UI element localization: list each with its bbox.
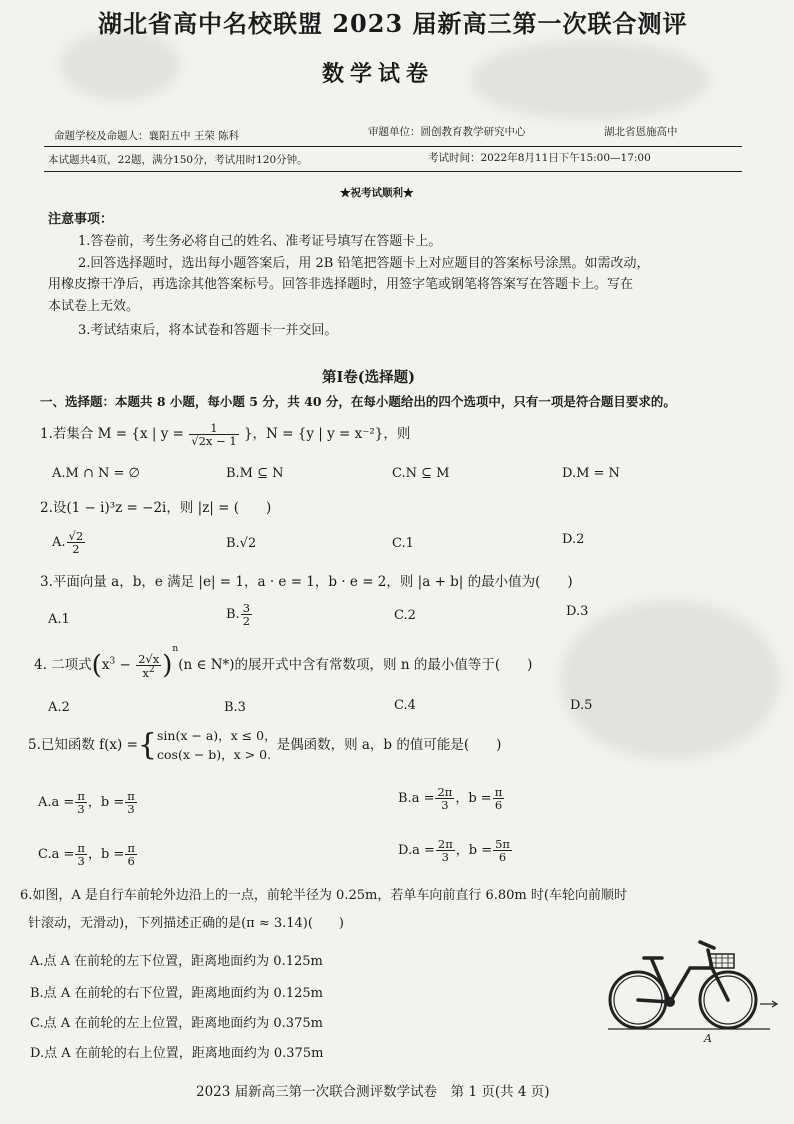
q5-opt-a-aden: 3 bbox=[77, 802, 85, 817]
q4-option-c: C.4 bbox=[394, 698, 416, 713]
q5-opt-b-aden: 3 bbox=[441, 798, 449, 813]
question-6-line1: 6.如图，A 是自行车前轮外边沿上的一点，前轮半径为 0.25m，若单车向前直行 6.80m 时(车轮向前顺时 bbox=[20, 888, 627, 903]
q5-opt-a-frac-a bbox=[75, 790, 87, 815]
q5-opt-b-bden: 6 bbox=[494, 798, 503, 813]
q4-frac-den bbox=[136, 666, 161, 679]
q5-opt-c-frac-a bbox=[75, 842, 87, 867]
q6-option-d: D.点 A 在前轮的右上位置，距离地面约为 0.375m bbox=[30, 1046, 324, 1061]
q2-option-b: B.√2 bbox=[226, 536, 257, 551]
q5-opt-a-anum: π bbox=[77, 789, 85, 803]
q5-opt-c-label: C. bbox=[38, 847, 52, 863]
bicycle-figure bbox=[600, 930, 780, 1045]
school-name: 湖北省恩施高中 bbox=[604, 126, 678, 138]
q4-base: x bbox=[101, 657, 110, 673]
q5-brace: { bbox=[137, 727, 158, 763]
q2-opt-a-den: 2 bbox=[72, 542, 80, 557]
q3-option-c: C.2 bbox=[394, 608, 416, 623]
q5-opt-a-frac-b bbox=[125, 790, 137, 815]
exam-info: 本试题共4页，22题，满分150分，考试用时120分钟。 bbox=[48, 154, 308, 166]
q1-frac-den: √2x − 1 bbox=[191, 434, 237, 449]
q4-den-exp: 2 bbox=[149, 664, 155, 675]
header-rule-bottom bbox=[44, 171, 742, 172]
q5-opt-c-anum: π bbox=[77, 841, 85, 855]
q5-suffix: 是偶函数，则 a，b 的值可能是( ) bbox=[276, 736, 502, 753]
q5-opt-d-bden: 6 bbox=[498, 850, 507, 865]
q5-opt-c-frac-b bbox=[125, 842, 137, 867]
q4-prefix: 4. 二项式 bbox=[34, 657, 92, 673]
q1-fraction bbox=[189, 422, 238, 447]
q5-opt-a-bnum: π bbox=[127, 789, 135, 803]
q4-fraction bbox=[136, 653, 161, 679]
note-item: 本试卷上无效。 bbox=[48, 299, 140, 314]
q1-option-a: A.M ∩ N = ∅ bbox=[52, 466, 140, 481]
q5-opt-c-aden: 3 bbox=[77, 854, 85, 869]
q6-option-c: C.点 A 在前轮的左上位置，距离地面约为 0.375m bbox=[30, 1016, 323, 1031]
q5-line2: cos(x − b)，x > 0. bbox=[157, 747, 272, 763]
q5-opt-b-bnum: π bbox=[494, 785, 503, 799]
q3-opt-b-den: 2 bbox=[242, 614, 251, 629]
q4-frac-num: 2√x bbox=[138, 651, 160, 666]
question-4 bbox=[34, 644, 532, 679]
exam-title: 湖北省高中名校联盟 2023 届新高三第一次联合测评 bbox=[98, 9, 688, 38]
bike-pedal bbox=[665, 997, 675, 1007]
q4-paren-close: ) bbox=[162, 650, 173, 681]
q5-option-d: D.a = $\frac{2\pi}{3}$ ，b = $\frac{5\pi}{6}$ bbox=[398, 837, 510, 865]
scan-smudge bbox=[560, 600, 780, 760]
question-1 bbox=[40, 422, 410, 447]
q5-opt-d-bnum: 5π bbox=[495, 837, 510, 851]
volume-title: 第Ⅰ卷(选择题) bbox=[322, 369, 416, 386]
q5-line1: sin(x − a)，x ≤ 0， bbox=[157, 728, 277, 743]
header-rule-top bbox=[44, 146, 742, 147]
q5-piecewise bbox=[157, 726, 277, 765]
q1-option-b: B.M ⊆ N bbox=[226, 466, 284, 481]
q5-opt-d-aden: 3 bbox=[441, 850, 449, 865]
q5-opt-d-label: D. bbox=[398, 843, 413, 859]
note-item: 1.答卷前，考生务必将自己的姓名、准考证号填写在答题卡上。 bbox=[78, 234, 442, 249]
point-a-label: A bbox=[704, 1032, 712, 1045]
q1-suffix: }，N = {y | y = x⁻²}，则 bbox=[243, 426, 411, 443]
scan-smudge bbox=[60, 30, 180, 100]
q6-option-b: B.点 A 在前轮的右下位置，距离地面约为 0.125m bbox=[30, 986, 324, 1001]
notes-heading: 注意事项： bbox=[48, 212, 114, 227]
question-3: 3.平面向量 a，b，e 满足 |e| = 1，a · e = 1，b · e = 2，则 |a + b| 的最小值为( ) bbox=[40, 574, 573, 590]
q3-opt-b-num: 3 bbox=[242, 601, 251, 615]
q4-exp1: 3 bbox=[109, 656, 116, 667]
q3-option-a: A.1 bbox=[48, 612, 70, 627]
q5-opt-c-bden: 6 bbox=[127, 854, 135, 869]
exam-subtitle: 数学试卷 bbox=[322, 61, 435, 87]
q5-opt-d-frac-b bbox=[493, 838, 512, 863]
q5-opt-d-frac-a bbox=[436, 838, 455, 863]
section-instruction: 一、选择题：本题共 8 小题，每小题 5 分，共 40 分，在每小题给出的四个选项中，只有一项是符合题目要求的。 bbox=[40, 394, 676, 409]
q2-option-d: D.2 bbox=[562, 532, 585, 547]
q5-opt-b-frac-b bbox=[493, 786, 505, 811]
q2-opt-a-num: √2 bbox=[68, 529, 84, 543]
q2-option-c: C.1 bbox=[392, 536, 414, 551]
note-item: 3.考试结束后，将本试卷和答题卡一并交回。 bbox=[78, 323, 338, 338]
q3-option-d: D.3 bbox=[566, 604, 589, 619]
q5-opt-b-anum: 2π bbox=[437, 785, 453, 799]
question-5 bbox=[28, 726, 501, 765]
q4-minus: − bbox=[115, 657, 136, 673]
q1-option-d: D.M = N bbox=[562, 466, 620, 481]
q6-option-a: A.点 A 在前轮的左下位置，距离地面约为 0.125m bbox=[30, 954, 323, 969]
q4-option-a: A.2 bbox=[48, 700, 70, 715]
q5-option-b: B.a = $\frac{2\pi}{3}$ ，b = $\frac{\pi}{6}$ bbox=[398, 785, 503, 813]
q5-opt-c-bnum: π bbox=[127, 841, 135, 855]
q5-option-c: C.a = $\frac{\pi}{3}$ ，b = $\frac{\pi}{6}$ bbox=[38, 841, 135, 869]
seat-tube bbox=[652, 960, 670, 1002]
question-6-line2: 针滚动，无滑动)，下列描述正确的是(π ≈ 3.14)( ) bbox=[28, 916, 345, 931]
q5-opt-a-label: A. bbox=[38, 795, 52, 811]
author-line: 命题学校及命题人：襄阳五中 王荣 陈科 bbox=[54, 130, 240, 142]
q2-opt-a-label: A. bbox=[52, 535, 66, 551]
q4-den-base: x bbox=[142, 665, 150, 680]
review-unit: 审题单位：圆创教育教学研究中心 bbox=[368, 126, 526, 138]
exam-time: 考试时间：2022年8月11日下午15:00—17:00 bbox=[428, 152, 651, 164]
q5-opt-b-frac-a bbox=[435, 786, 454, 811]
q3-option-b bbox=[226, 602, 253, 627]
question-2: 2.设(1 − i)³z = −2i，则 |z| = ( ) bbox=[40, 500, 272, 516]
q2-option-a bbox=[52, 530, 86, 555]
note-item: 用橡皮擦干净后，再选涂其他答案标号。回答非选择题时，用签字笔或钢笔将答案写在答题卡上。写在 bbox=[48, 277, 634, 292]
note-item: 2.回答选择题时，选出每小题答案后，用 2B 铅笔把答题卡上对应题目的答案标号涂黑。如需改动， bbox=[78, 256, 650, 271]
q3-opt-b-frac bbox=[241, 602, 252, 627]
q4-option-d: D.5 bbox=[570, 698, 593, 713]
q4-option-b: B.3 bbox=[224, 700, 246, 715]
q5-opt-a-bden: 3 bbox=[127, 802, 135, 817]
q1-option-c: C.N ⊆ M bbox=[392, 466, 450, 481]
q4-suffix: (n ∈ N*)的展开式中含有常数项，则 n 的最小值等于( ) bbox=[178, 657, 533, 673]
q3-opt-b-label: B. bbox=[226, 607, 240, 623]
q4-paren-open: ( bbox=[91, 650, 102, 681]
scan-smudge bbox=[470, 40, 710, 120]
q1-prefix: 1.若集合 M = {x | y = bbox=[40, 426, 184, 443]
q4-outer-exp: n bbox=[172, 644, 179, 654]
good-luck: ★祝考试顺利★ bbox=[340, 187, 414, 199]
q5-prefix: 5.已知函数 f(x) = bbox=[28, 736, 138, 753]
q2-opt-a-frac bbox=[67, 530, 86, 555]
q5-opt-b-label: B. bbox=[398, 791, 412, 807]
q1-frac-num: 1 bbox=[189, 422, 238, 435]
page-footer: 2023 届新高三第一次联合测评数学试卷 第 1 页(共 4 页) bbox=[196, 1084, 550, 1100]
q5-option-a: A.a = $\frac{\pi}{3}$ ，b = $\frac{\pi}{3}$ bbox=[38, 789, 135, 817]
q5-opt-d-anum: 2π bbox=[437, 837, 453, 851]
